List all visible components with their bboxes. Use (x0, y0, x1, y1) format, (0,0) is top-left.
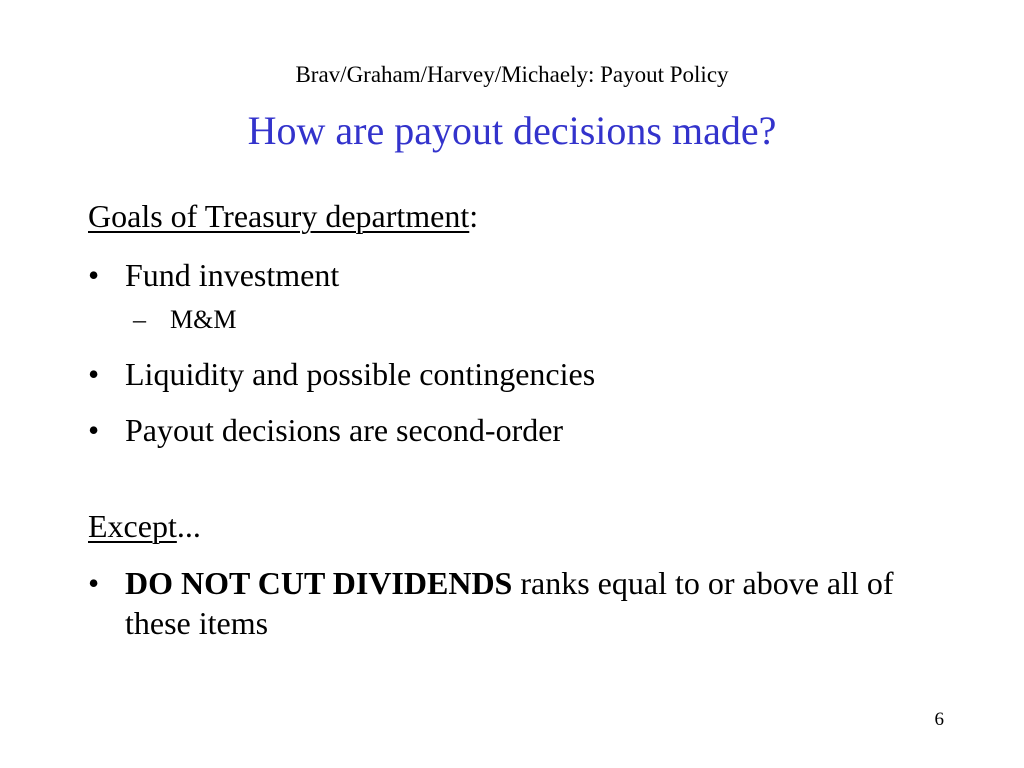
bullet-text: Fund investment (125, 257, 340, 293)
section-heading-except (88, 506, 948, 546)
sub-bullet-mm (88, 304, 948, 336)
section-heading-goals-text: Goals of Treasury department (88, 198, 470, 234)
sub-bullet-text: M&M (170, 305, 237, 334)
bullet-payout-second-order (88, 410, 948, 450)
section-heading-goals (88, 196, 948, 236)
bullet-text: Liquidity and possible contingencies (125, 356, 596, 392)
slide-content (88, 196, 948, 643)
slide-header: Brav/Graham/Harvey/Michaely: Payout Policy (295, 62, 729, 87)
section-heading-except-text: Except (88, 508, 177, 544)
bullet-text: Payout decisions are second-order (125, 412, 564, 448)
page-number: 6 (934, 709, 944, 730)
bullet-rest-text: ranks equal to or above all of these items (125, 565, 894, 641)
section-heading-goals-colon: : (469, 198, 479, 234)
section-heading-except-ellipsis: ... (176, 508, 201, 544)
bullet-icon: • (88, 565, 100, 601)
bullet-do-not-cut-dividends (88, 563, 948, 643)
bullet-text (125, 565, 894, 641)
dash-icon: – (133, 305, 146, 334)
bullet-fund-investment (88, 255, 948, 295)
bullet-icon: • (88, 356, 100, 392)
bullet-icon: • (88, 257, 100, 293)
bullet-bold-text: DO NOT CUT DIVIDENDS (125, 565, 513, 601)
slide-title: How are payout decisions made? (247, 108, 777, 153)
bullet-liquidity (88, 354, 948, 394)
bullet-icon: • (88, 412, 100, 448)
